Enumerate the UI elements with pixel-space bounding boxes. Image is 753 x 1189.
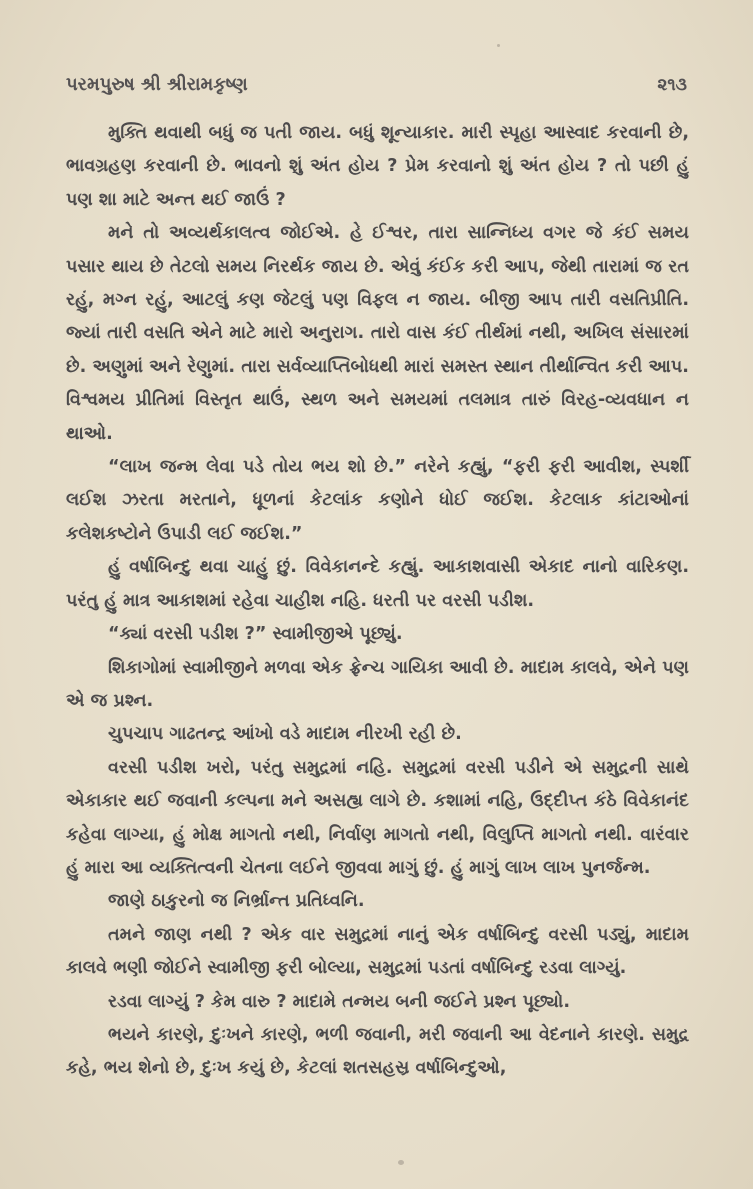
paragraph: હું વર્ષાબિન્દુ થવા ચાહું છું. વિવેકાનન્દે કહ્યું. આકાશવાસી એકાદ નાનો વારિકણ. પરંતુ હું માત્ર આકાશમાં રહેવા ચાહીશ નહિ. ધરતી પર વરસી પડીશ. bbox=[66, 557, 689, 611]
running-header bbox=[66, 74, 691, 95]
paragraph: મુક્તિ થવાથી બધું જ પતી જાય. બધું શૂન્યાકાર. મારી સ્પૃહા આસ્વાદ કરવાની છે, ભાવગ્રહણ કરવાની છે. ભાવનો શું અંત હોય ? પ્રેમ કરવાનો શું અંત હોય ? તો પછી હું પણ શા માટે અન્ત થઈ જાઉં ? bbox=[66, 123, 689, 210]
paragraph: “લાખ જન્મ લેવા પડે તોય ભય શો છે.” નરેને કહ્યું, “ફરી ફરી આવીશ, સ્પર્શી લઈશ ઝરતા મરતાને, ધૂળનાં કેટલાંક કણોને ધોઈ જઈશ. કેટલાક કાંટાઓનાં કલેશકષ્ટોને ઉપાડી લઈ જઈશ.” bbox=[66, 457, 689, 544]
paragraph: જાણે ઠાકુરનો જ નિર્ભ્રાન્ત પ્રતિધ્વનિ. bbox=[108, 891, 365, 912]
paragraph: તમને જાણ નથી ? એક વાર સમુદ્રમાં નાનું એક વર્ષાબિન્દુ વરસી પડ્યું, માદામ કાલવે ભણી જોઈને સ્વામીજી ફરી બોલ્યા, સમુદ્રમાં પડતાં વર્ષાબિન્દુ રડવા લાગ્યું. bbox=[66, 924, 689, 979]
paper-speck bbox=[398, 1160, 404, 1165]
running-title: પરમપુરુષ શ્રી શ્રીરામકૃષ્ણ bbox=[66, 74, 248, 95]
paragraph: શિકાગોમાં સ્વામીજીને મળવા એક ફ્રેન્ચ ગાયિકા આવી છે. માદામ કાલવે, એને પણ એ જ પ્રશ્ન. bbox=[66, 657, 689, 711]
paragraph: રડવા લાગ્યું ? કેમ વારુ ? માદામે તન્મય બની જઈને પ્રશ્ન પૂછ્યો. bbox=[108, 991, 571, 1012]
paper-speck bbox=[497, 44, 500, 47]
paragraph: ચુપચાપ ગાઢતન્દ્ર આંખો વડે માદામ નીરખી રહી છે. bbox=[108, 724, 462, 745]
paragraph: વરસી પડીશ ખરો, પરંતુ સમુદ્રમાં નહિ. સમુદ્રમાં વરસી પડીને એ સમુદ્રની સાથે એકાકાર થઈ જવાની કલ્પના મને અસહ્ય લાગે છે. કશામાં નહિ, ઉદ્દીપ્ત કંઠે વિવેકાનંદ કહેવા લાગ્યા, હું મોક્ષ માગતો નથી, નિર્વાણ માગતો નથી, વિલુપ્તિ માગતો નથી. વારંવાર હું મારા આ વ્યક્તિત્વની ચેતના લઈને જીવવા માગું છું. હું માગું લાખ લાખ પુનર્જન્મ. bbox=[66, 757, 689, 878]
page-number: ૨૧૩ bbox=[657, 75, 687, 95]
body-text bbox=[66, 117, 691, 1086]
paragraph: મને તો અવ્યર્થકાલત્વ જોઈએ. હે ઈશ્વર, તારા સાન્નિધ્ય વગર જે કંઈ સમય પસાર થાય છે તેટલો સમય નિરર્થક જાય છે. એવું કંઈક કરી આપ, જેથી તારામાં જ રત રહું, મગ્ન રહું, આટલું કણ જેટલું પણ વિફલ ન જાય. બીજી આપ તારી વસતિપ્રીતિ. જ્યાં તારી વસતિ એને માટે મારો અનુરાગ. તારો વાસ કંઈ તીર્થમાં નથી, અખિલ સંસારમાં છે. અણુમાં અને રેણુમાં. તારા સર્વવ્યાપ્તિબોધથી મારાં સમસ્ત સ્થાન તીર્થાન્વિત કરી આપ. વિશ્વમય પ્રીતિમાં વિસ્તૃત થાઉં, સ્થળ અને સમયમાં તલમાત્ર તારું વિરહ-વ્યવધાન ન થાઓ. bbox=[66, 223, 689, 444]
paragraph: ભયને કારણે, દુઃખને કારણે, ભળી જવાની, મરી જવાની આ વેદનાને કારણે. સમુદ્ર કહે, ભય શેનો છે, દુઃખ કયું છે, કેટલાં શતસહસ્ર વર્ષાબિન્દુઓ, bbox=[66, 1024, 689, 1079]
paragraph: “ક્યાં વરસી પડીશ ?” સ્વામીજીએ પૂછ્યું. bbox=[108, 624, 403, 645]
